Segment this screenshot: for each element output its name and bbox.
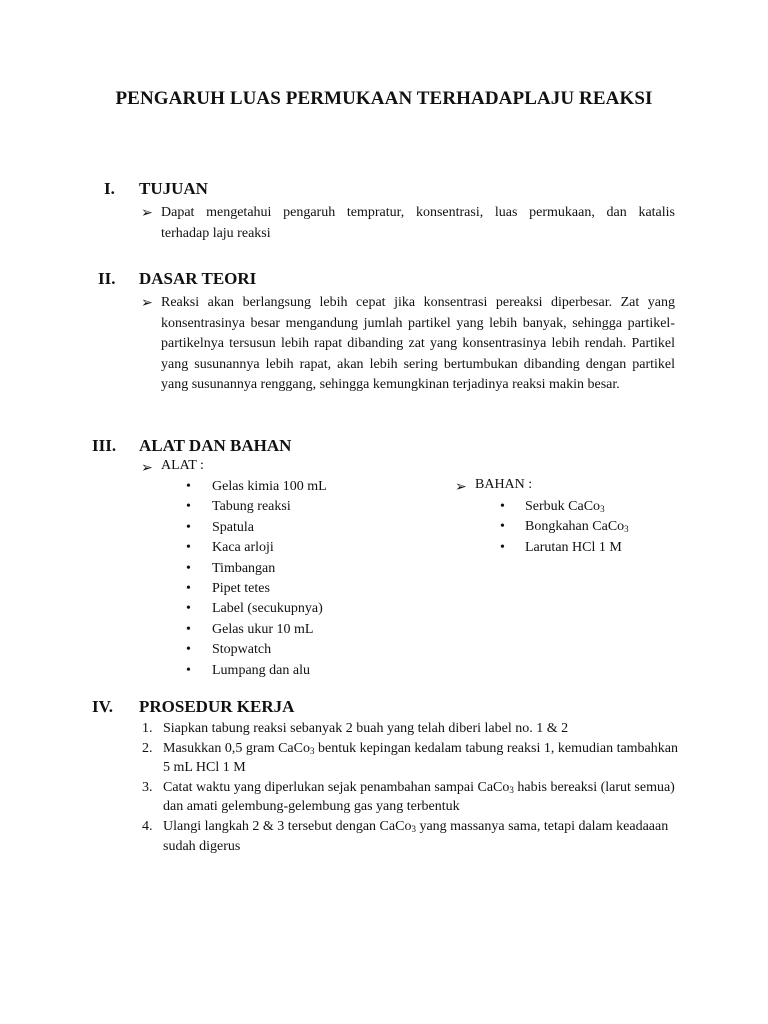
- section-number-prosedur: IV.: [92, 697, 113, 716]
- bullet-icon: •: [186, 479, 191, 494]
- bullet-icon: •: [186, 580, 191, 596]
- bahan-item: • Larutan HCl 1 M: [500, 538, 700, 558]
- tujuan-text-line2: terhadap laju reaksi: [161, 225, 271, 241]
- bahan-label: BAHAN :: [475, 477, 533, 492]
- section-heading-tujuan: TUJUAN: [139, 179, 208, 198]
- section-number-dasar-teori: II.: [98, 269, 116, 288]
- bullet-icon: •: [186, 499, 191, 515]
- bullet-icon: •: [500, 539, 505, 555]
- bullet-icon: •: [186, 519, 191, 535]
- alat-item: • Stopwatch: [186, 640, 426, 660]
- bullet-icon: •: [186, 642, 191, 658]
- alat-item: • Spatula: [186, 518, 426, 538]
- prosedur-list: [142, 719, 682, 856]
- bullet-icon: •: [500, 519, 505, 535]
- alat-item: • Label (secukupnya): [186, 599, 426, 619]
- alat-item: • Gelas kimia 100 mL: [186, 477, 426, 497]
- section-number-tujuan: I.: [104, 179, 115, 198]
- alat-item: • Gelas ukur 10 mL: [186, 620, 426, 640]
- bullet-icon: •: [186, 540, 191, 556]
- dasar-teori-text: Reaksi akan berlangsung lebih cepat jika konsentrasi pereaksi diperbesar. Zat yang konsentrasinya besar mengandung jumlah partikel yang lebih banyak, sehingga partikel-partikelnya tersusun lebih rapat dibanding zat yang konsentrasinya lebih rendah. Partikel yang susunannya lebih rapat, akan lebih sering bertumbukan dibanding dengan partikel yang susunannya renggang, sehingga kemungkinan terjadinya reaksi makin besar.: [161, 295, 675, 393]
- arrow-bullet-icon: ➢: [141, 296, 153, 311]
- section-heading-dasar-teori: DASAR TEORI: [139, 269, 257, 288]
- arrow-bullet-icon: ➢: [141, 461, 153, 476]
- bullet-icon: •: [186, 601, 191, 617]
- prosedur-step: 4. Ulangi langkah 2 & 3 tersebut dengan CaCo$_3$ yang massanya sama, tetapi dalam keadaaan sudah digerus: [142, 818, 669, 854]
- prosedur-step: 3. Catat waktu yang diperlukan sejak penambahan sampai CaCo$_3$ habis bereaksi (larut semua) dan amati gelembung-gelembung gas yang terbentuk: [142, 779, 675, 815]
- bullet-icon: •: [186, 560, 191, 576]
- alat-item: • Kaca arloji: [186, 538, 426, 558]
- alat-label: ALAT :: [161, 458, 204, 473]
- bahan-list: [500, 497, 700, 558]
- alat-item: • Lumpang dan alu: [186, 661, 426, 681]
- section-heading-prosedur: PROSEDUR KERJA: [139, 697, 295, 716]
- alat-item: • Pipet tetes: [186, 579, 426, 599]
- prosedur-step: 1. Siapkan tabung reaksi sebanyak 2 buah yang telah diberi label no. 1 & 2: [142, 721, 569, 736]
- alat-item: • Tabung reaksi: [186, 497, 426, 517]
- alat-list: [186, 477, 426, 681]
- tujuan-text-line1: Dapat mengetahui pengaruh tempratur, konsentrasi, luas permukaan, dan katalis: [161, 205, 675, 220]
- bullet-icon: •: [186, 662, 191, 678]
- alat-item: • Timbangan: [186, 559, 426, 579]
- bahan-item: • Serbuk CaCo$_3$: [500, 497, 700, 517]
- arrow-bullet-icon: ➢: [141, 206, 153, 221]
- document-title: PENGARUH LUAS PERMUKAAN TERHADAPLAJU REAKSI: [115, 88, 653, 109]
- section-heading-alat-bahan: ALAT DAN BAHAN: [139, 436, 292, 455]
- bahan-item: • Bongkahan CaCo$_3$: [500, 517, 700, 537]
- bullet-icon: •: [186, 621, 191, 637]
- arrow-bullet-icon: ➢: [455, 480, 467, 495]
- prosedur-step: 2. Masukkan 0,5 gram CaCo$_3$ bentuk kepingan kedalam tabung reaksi 1, kemudian tambahkan 5 mL HCl 1 M: [142, 740, 678, 776]
- section-number-alat-bahan: III.: [92, 436, 117, 455]
- bullet-icon: •: [500, 499, 505, 514]
